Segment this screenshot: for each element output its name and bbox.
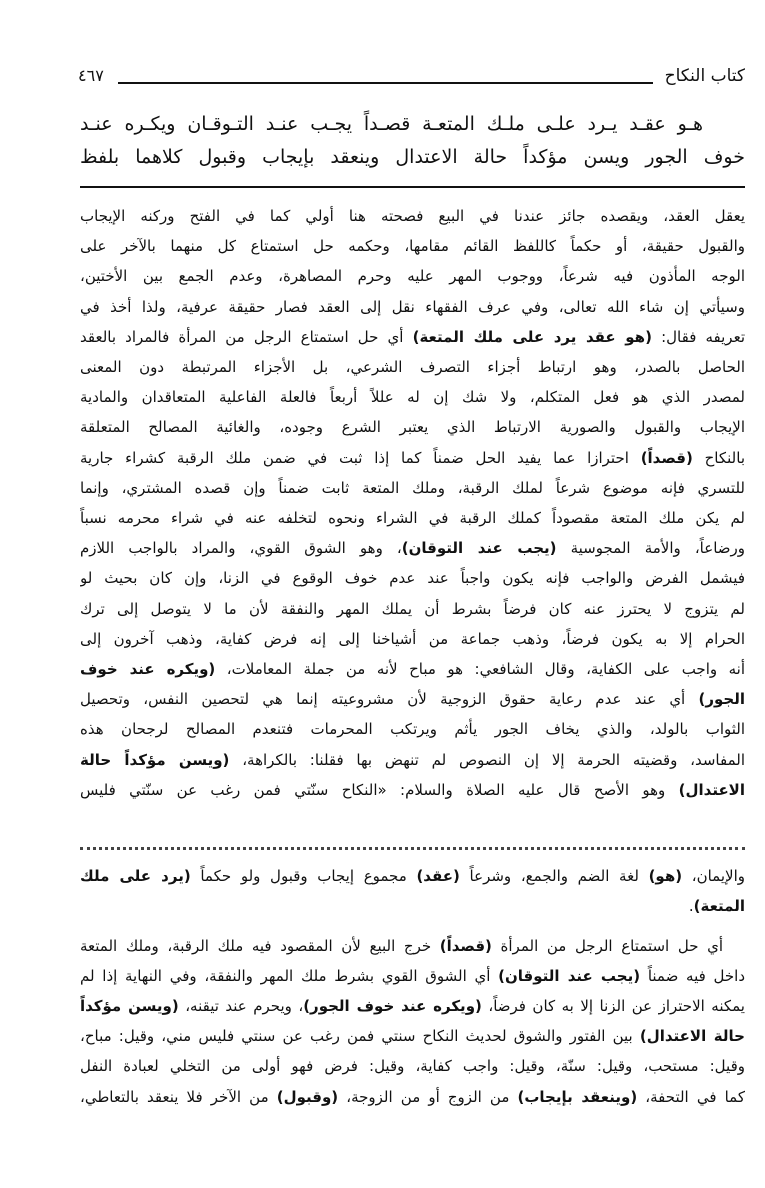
text-line bbox=[80, 261, 745, 291]
text-line bbox=[80, 861, 745, 891]
text-line bbox=[80, 684, 745, 714]
text-segment: فيشمل الفرض والواجب فإنه يكون واجباً عند عدم خوف الوقوع في الزنا، وإن كان بحيث لو bbox=[80, 569, 745, 588]
header-rule bbox=[118, 82, 653, 84]
text-line bbox=[80, 714, 745, 744]
text-line bbox=[80, 654, 745, 684]
bold-quote-segment: (يرد على ملك bbox=[80, 867, 191, 885]
text-segment: وهو الأصح قال عليه الصلاة والسلام: «النكاح سنّتي فمن رغب عن سنّتي فليس bbox=[80, 780, 679, 799]
text-line bbox=[80, 1082, 745, 1112]
text-segment: بين الفتور والشوق لحديث النكاح سنتي فمن رغب عن سنتي فليس مني، وقيل: مباح، bbox=[80, 1027, 640, 1046]
text-line bbox=[80, 1021, 745, 1051]
text-segment: وسيأتي إن شاء الله تعالى، وفي عرف الفقهاء نقل إلى العقد فصار حقيقة عرفية، ولذا أخذ في bbox=[80, 297, 745, 316]
bold-quote-segment: (هو عقد يرد على ملك المتعة) bbox=[412, 327, 652, 346]
text-segment: هـو عقـد يـرد علـى ملـك المتعـة قصـداً يجـب عنـد التـوقـان ويكـره عنـد bbox=[80, 113, 703, 135]
text-segment: الثواب بالولد، والذي يخاف الجور يأثم ويرتكب المحرمات فتنعدم المصالح لرجحان هذه bbox=[80, 720, 745, 739]
text-segment: من الآخر فلا ينعقد بالتعاطي، bbox=[80, 1087, 277, 1106]
bold-quote-segment: الجور) bbox=[698, 690, 745, 709]
text-line bbox=[80, 412, 745, 442]
text-segment: . bbox=[688, 897, 694, 915]
text-line bbox=[80, 745, 745, 775]
text-segment: لمصدر الذي هو فعل المتكلم، ولا شك إن له عللاً أربعاً فالعلة الفاعلية المتعاقدان والمادية bbox=[80, 388, 745, 407]
text-segment: والقبول حقيقة، أو حكماً كاللفظ القائم مقامها، وحكمه حل استمتاع كل منهما بالآخر على bbox=[80, 237, 745, 256]
bold-quote-segment: (يجب عند التوقان) bbox=[498, 967, 641, 986]
text-segment: خرج البيع لأن المقصود فيه ملك الرقبة، وملك المتعة bbox=[80, 937, 440, 955]
bold-quote-segment: (ويكره عند خوف الجور) bbox=[303, 997, 482, 1016]
text-segment: لم يكن ملك المتعة مقصوداً كملك الرقبة في الشراء ونحوه لتخلفه عنه في شراء محرمه نسباً bbox=[80, 509, 745, 527]
bold-quote-segment: (قصداً) bbox=[640, 448, 693, 467]
text-segment: ورضاعاً، والأمة المجوسية bbox=[556, 539, 745, 558]
text-line bbox=[80, 624, 745, 654]
text-line bbox=[80, 991, 745, 1021]
text-line bbox=[80, 473, 745, 503]
text-segment: ، ويحرم عند تيقنه، bbox=[178, 997, 304, 1016]
book-title: كتاب النكاح bbox=[664, 66, 745, 86]
text-line bbox=[80, 961, 745, 991]
text-line bbox=[80, 563, 745, 593]
bold-quote-segment: حالة الاعتدال) bbox=[639, 1027, 745, 1046]
text-segment: ، وهو الشوق القوي، والمراد بالواجب اللازم bbox=[80, 539, 402, 558]
text-segment: بالنكاح bbox=[692, 448, 745, 467]
bold-quote-segment: (ويسن مؤكداً bbox=[80, 997, 179, 1016]
bold-quote-segment: (قصداً) bbox=[439, 937, 492, 955]
text-segment: وقيل: مستحب، وقيل: سنّة، وقيل: واجب كفاية، وقيل: فرض فهو أولى من التخلي لعبادة النفل bbox=[80, 1057, 745, 1076]
text-segment: داخل فيه ضمناً bbox=[640, 967, 745, 986]
text-line bbox=[80, 201, 745, 231]
text-segment: والإيمان، bbox=[682, 867, 745, 885]
text-segment: يعقل العقد، ويقصده جائز عندنا في البيع فصحته هنا أولي كما في الفتح وركنه الإيجاب bbox=[80, 207, 745, 225]
text-line bbox=[80, 141, 745, 173]
text-line bbox=[80, 382, 745, 412]
page-number: ٤٦٧ bbox=[78, 66, 104, 85]
text-segment: تعريفه فقال: bbox=[651, 327, 745, 346]
text-segment: الحاصل بالصدر، وهو ارتباط أجزاء التصرف الشرعي، بل الأجزاء المرتبطة دون المعنى bbox=[80, 358, 745, 376]
bold-quote-segment: (ويكره عند خوف bbox=[80, 660, 216, 678]
text-segment: أي حل استمتاع الرجل من المرأة فالمراد بالعقد bbox=[80, 327, 413, 346]
text-segment: كما في التحفة، bbox=[637, 1087, 745, 1106]
text-line bbox=[80, 931, 745, 961]
text-line bbox=[80, 231, 745, 261]
text-line bbox=[80, 352, 745, 382]
text-line bbox=[80, 533, 745, 563]
text-segment: أي حل استمتاع الرجل من المرأة bbox=[491, 937, 724, 955]
bold-quote-segment: (هو) bbox=[648, 867, 683, 885]
text-segment: المفاسد، وقضيته الحرمة إلا إن النصوص لم تنهض بها فقلنا: بالكراهة، bbox=[229, 750, 745, 769]
text-segment: للتسري فإنه موضوع شرعاً لملك الرقبة، وملك المتعة ثابت ضمناً وإن قصده المشتري، وإنما bbox=[80, 478, 745, 497]
text-segment: لم يتزوج لا يحترز عنه كان فرضاً بشرط أن يملك المهر والنفقة لأن ما لا يتوصل إلى ترك bbox=[80, 599, 745, 618]
text-segment: لغة الضم والجمع، وشرعاً bbox=[459, 867, 649, 885]
text-line bbox=[80, 292, 745, 322]
bold-quote-segment: (يجب عند التوقان) bbox=[401, 539, 557, 558]
bold-quote-segment: (وقبول) bbox=[276, 1087, 339, 1106]
text-line bbox=[80, 443, 745, 473]
text-segment: أي عند عدم رعاية حقوق الزوجية لأن مشروعيته إنما هي لتحصين النفس، وتحصيل bbox=[80, 690, 699, 709]
text-segment: الإيجاب والقبول والصورية الارتباط الذي يعتبر الشرع وجوده، والغائية المصالح المتعلقة bbox=[80, 418, 745, 437]
text-segment: خوف الجور ويسن مؤكداً حالة الاعتدال وينعقد بإيجاب وقبول كلاهما بلفظ bbox=[80, 146, 745, 168]
bold-quote-segment: (عقد) bbox=[416, 867, 460, 885]
text-segment: الوجه المأذون فيه شرعاً، ووجوب المهر عليه وحرم المصاهرة، وعدم الجمع بين الأختين، bbox=[80, 267, 745, 286]
bold-quote-segment: الاعتدال) bbox=[678, 780, 745, 799]
text-segment: يمكنه الاحتراز عن الزنا إلا به كان فرضاً، bbox=[481, 997, 745, 1016]
text-segment: من الزوج أو من الزوجة، bbox=[338, 1087, 518, 1106]
text-line bbox=[80, 775, 745, 805]
text-line bbox=[80, 891, 745, 921]
text-segment: الحرام إلا به يكون فرضاً، وذهب جماعة من أشياخنا إلى إنه فرض كفاية، وذهب آخرون إلى bbox=[80, 629, 745, 648]
text-line bbox=[80, 108, 745, 140]
text-segment: مجموع إيجاب وقبول ولو حكماً bbox=[190, 867, 417, 885]
text-line bbox=[80, 503, 745, 533]
separator-rule bbox=[80, 186, 745, 188]
bold-quote-segment: المتعة) bbox=[693, 897, 745, 915]
text-line bbox=[80, 594, 745, 624]
text-line bbox=[80, 1051, 745, 1081]
dotted-separator bbox=[80, 838, 745, 850]
bold-quote-segment: (وينعقد بإيجاب) bbox=[517, 1087, 638, 1106]
text-segment: احترازا عما يفيد الحل ضمناً كما إذا ثبت في ضمن ملك الرقبة كشراء جارية bbox=[80, 448, 641, 467]
text-segment: أي الشوق القوي بشرط ملك المهر والنفقة، وفي النهاية إذا لم bbox=[80, 967, 499, 986]
bold-quote-segment: (ويسن مؤكداً حالة bbox=[80, 750, 230, 769]
text-line bbox=[80, 322, 745, 352]
text-segment: أنه واجب على الكفاية، وقال الشافعي: هو مباح لأنه من جملة المعاملات، bbox=[215, 660, 745, 678]
